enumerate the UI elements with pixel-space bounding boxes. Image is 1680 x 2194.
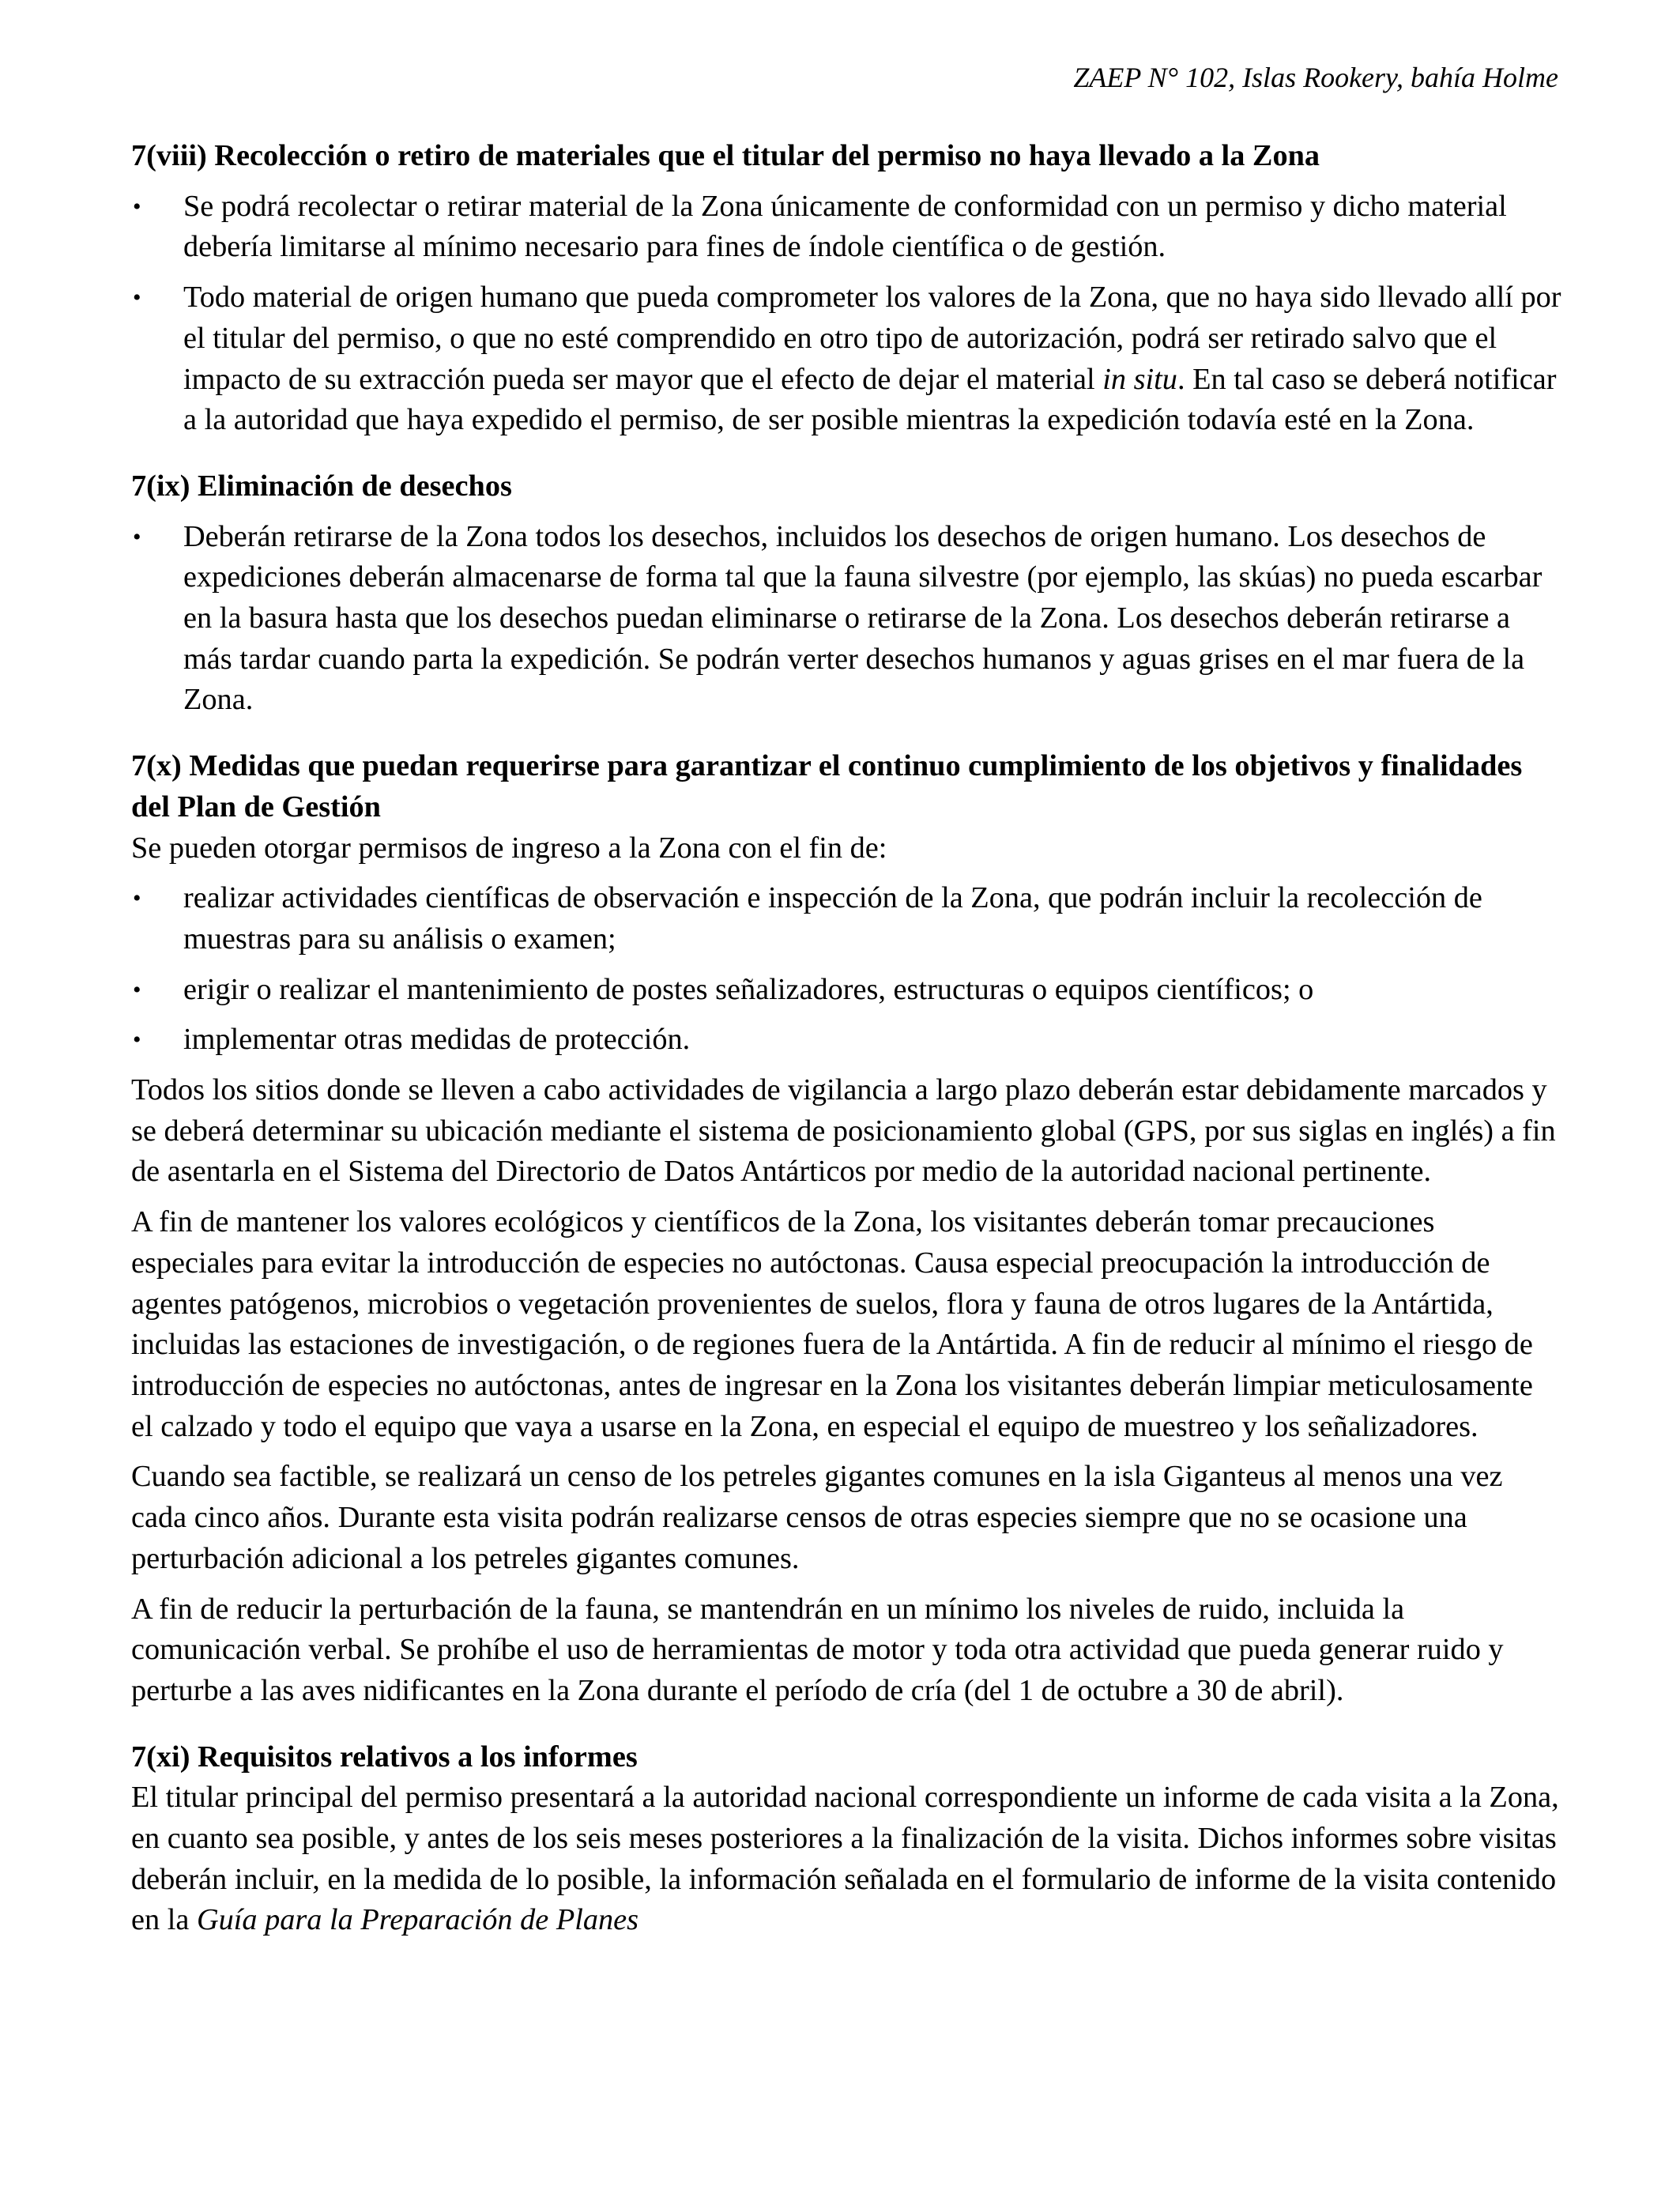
section-heading-7xi: 7(xi) Requisitos relativos a los informes — [131, 1740, 638, 1774]
list-item-text: Se podrá recolectar o retirar material de la Zona únicamente de conformidad con un permiso y dicho material debería limitarse al mínimo necesario para fines de índole científica o de gestión. — [183, 189, 1507, 264]
list-item — [131, 1020, 1561, 1061]
list-item-text: Todo material de origen humano que pueda comprometer los valores de la Zona, que no haya sido llevado allí por el titular del permiso, o que no esté comprendido en otro tipo de autorización, podrá ser retirado salvo que el impacto de su extracción pueda ser mayor que el efecto de dejar el material — [183, 281, 1561, 396]
document-body — [131, 136, 1561, 1941]
list-item-text: implementar otras medidas de protección. — [183, 1023, 691, 1057]
section-heading-7x: 7(x) Medidas que puedan requerirse para garantizar el continuo cumplimiento de los objetivos y finalidades del Plan de Gestión — [131, 749, 1523, 824]
list-item — [131, 878, 1561, 959]
paragraph-reporting — [131, 1777, 1561, 1941]
list-item — [131, 517, 1561, 722]
section-heading-7viii: 7(viii) Recolección o retiro de materiales que el titular del permiso no haya llevado a la Zona — [131, 139, 1320, 172]
paragraph-intro: Se pueden otorgar permisos de ingreso a la Zona con el fin de: — [131, 831, 887, 865]
bullet-icon: • — [133, 523, 141, 550]
list-item — [131, 970, 1561, 1011]
paragraph-noise-levels: A fin de reducir la perturbación de la fauna, se mantendrán en un mínimo los niveles de ruido, incluida la comunicación verbal. Se prohíbe el uso de herramientas de motor y toda otra actividad que pueda generar ruido y perturbe a las aves nidificantes en la Zona durante el período de cría (del 1 de octubre a 30 de abril). — [131, 1592, 1504, 1707]
bullet-list-7ix — [131, 517, 1561, 722]
bullet-icon: • — [133, 1027, 141, 1054]
bullet-icon: • — [133, 885, 141, 912]
list-item — [131, 277, 1561, 441]
bullet-icon: • — [133, 193, 141, 220]
paragraph-petrel-census: Cuando sea factible, se realizará un censo de los petreles gigantes comunes en la isla Giganteus al menos una vez cada cinco años. Durante esta visita podrán realizarse censos de otras especies siempre que no se ocasione una perturbación adicional a los petreles gigantes comunes. — [131, 1460, 1503, 1575]
section-heading-7ix: 7(ix) Eliminación de desechos — [131, 469, 512, 503]
paragraph-monitoring-sites: Todos los sitios donde se lleven a cabo actividades de vigilancia a largo plazo deberán estar debidamente marcados y se deberá determinar su ubicación mediante el sistema de posicionamiento global (GPS, por sus siglas en inglés) a fin de asentarla en el Sistema del Directorio de Datos Antárticos por medio de la autoridad nacional pertinente. — [131, 1073, 1556, 1189]
paragraph-non-native-species: A fin de mantener los valores ecológicos y científicos de la Zona, los visitantes deberán tomar precauciones especiales para evitar la introducción de especies no autóctonas. Causa especial preocupación la introducción de agentes patógenos, microbios o vegetación provenientes de suelos, flora y fauna de otros lugares de la Antártida, incluidas las estaciones de investigación, o de regiones fuera de la Antártida. A fin de reducir al mínimo el riesgo de introducción de especies no autóctonas, antes de ingresar en la Zona los visitantes deberán limpiar meticulosamente el calzado y todo el equipo que vaya a usarse en la Zona, en especial el equipo de muestreo y los señalizadores. — [131, 1205, 1533, 1443]
paragraph-text: El titular principal del permiso presentará a la autoridad nacional correspondiente un informe de cada visita a la Zona, en cuanto sea posible, y antes de los seis meses posteriores a la finalización de la visita. Dichos informes sobre visitas deberán incluir, en la medida de lo posible, la información señalada en el formulario de informe de la visita contenido en la — [131, 1781, 1559, 1937]
list-item-text: realizar actividades científicas de observación e inspección de la Zona, que podrán incluir la recolección de muestras para su análisis o examen; — [183, 881, 1482, 956]
bullet-icon: • — [133, 976, 141, 1003]
italic-guide-title: Guía para la Preparación de Planes — [196, 1903, 639, 1937]
list-item-text-continued: . En tal caso se deberá notificar a la autoridad que haya expedido el permiso, de ser posible mientras la expedición todavía esté en la Zona. — [183, 362, 1557, 437]
running-header: ZAEP N° 102, Islas Rookery, bahía Holme — [1073, 62, 1558, 93]
italic-term: in situ — [1102, 362, 1177, 396]
list-item-text: Deberán retirarse de la Zona todos los desechos, incluidos los desechos de origen humano. Los desechos de expediciones deberán almacenarse de forma tal que la fauna silvestre (por ejemplo, las skúas) no pueda escarbar en la basura hasta que los desechos puedan eliminarse o retirarse de la Zona. Los desechos deberán retirarse a más tardar cuando parta la expedición. Se podrán verter desechos humanos y aguas grises en el mar fuera de la Zona. — [183, 519, 1543, 717]
bullet-list-7x — [131, 878, 1561, 1061]
bullet-list-7viii — [131, 187, 1561, 441]
list-item — [131, 187, 1561, 268]
list-item-text: erigir o realizar el mantenimiento de postes señalizadores, estructuras o equipos científicos; o — [183, 972, 1314, 1006]
bullet-icon: • — [133, 285, 141, 311]
